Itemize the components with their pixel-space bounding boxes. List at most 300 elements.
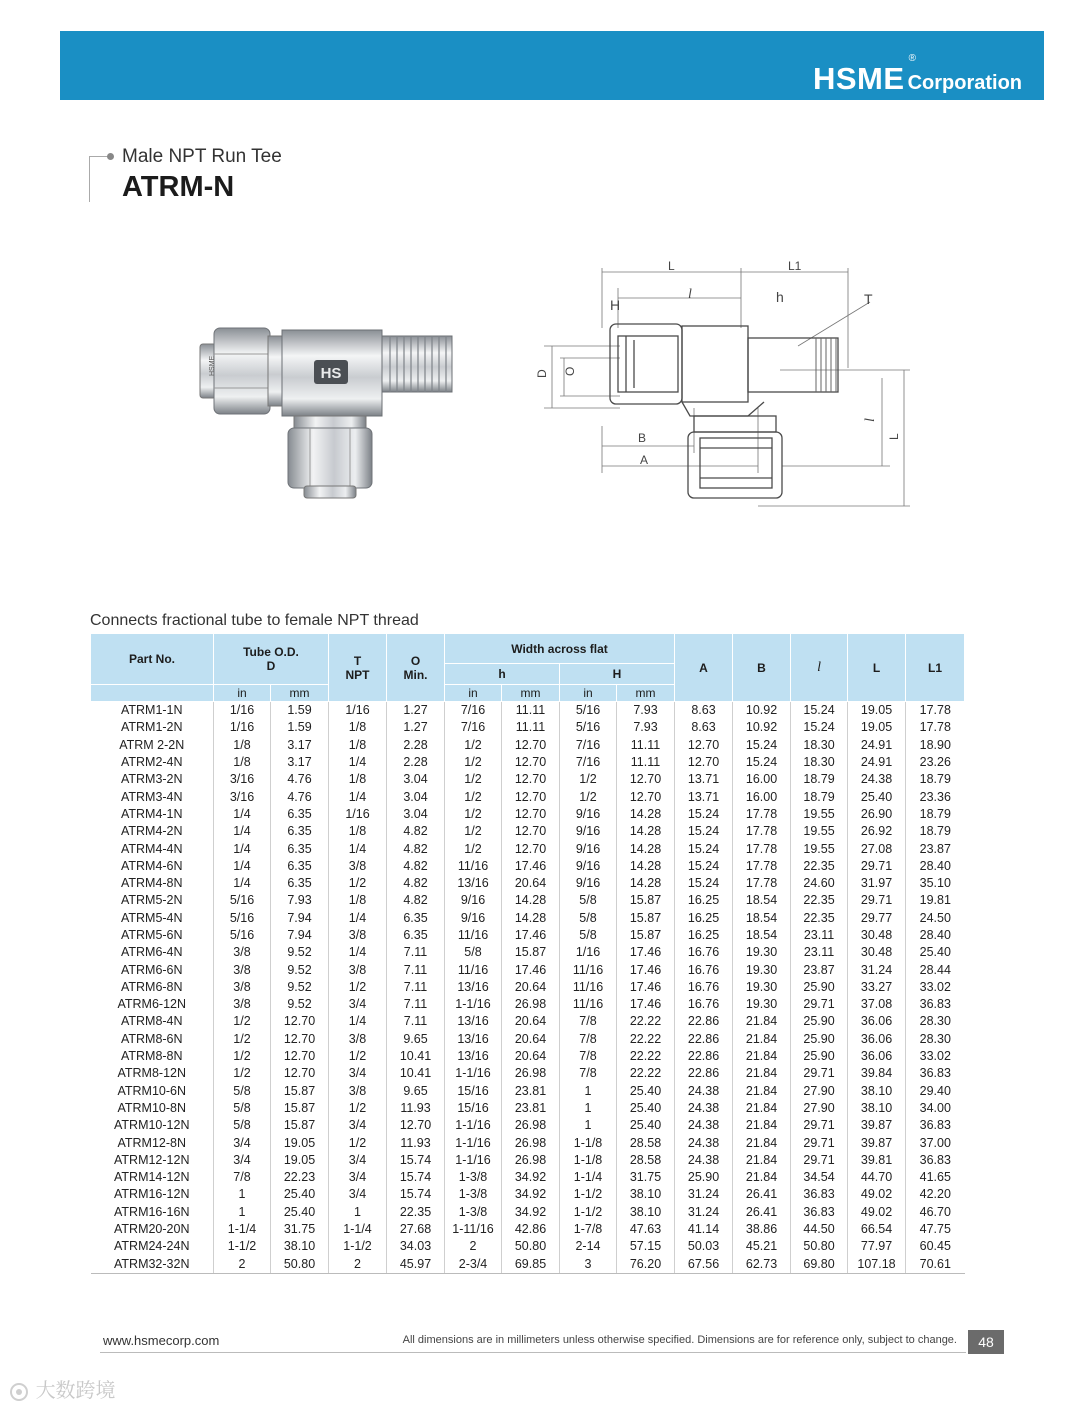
table-cell: 5/8 [560,892,617,909]
table-cell: 9/16 [560,858,617,875]
table-cell: 49.02 [848,1204,906,1221]
table-cell: 17.46 [502,961,560,978]
table-cell: 12.70 [271,1065,329,1082]
table-cell: 25.40 [617,1117,675,1134]
part-number-cell: ATRM6-6N [91,961,214,978]
table-cell: 9/16 [560,806,617,823]
table-cell: 36.83 [919,997,951,1012]
table-cell: 24.91 [848,737,906,754]
table-cell: 16.25 [675,892,733,909]
col-header-tube-od-label: Tube O.D. [243,645,299,659]
table-cell: 11.11 [502,702,560,720]
table-cell: 1-1/8 [560,1134,617,1151]
table-cell: 15.74 [387,1169,445,1186]
table-cell: 2 [445,1238,502,1255]
part-number-cell: ATRM4-2N [91,823,214,840]
watermark [8,1374,116,1403]
table-cell: 34.03 [387,1238,445,1255]
table-cell: 1/2 [445,737,502,754]
table-cell: 17.78 [733,858,791,875]
table-cell: 15.87 [271,1100,329,1117]
table-cell: 41.65 [919,1170,951,1185]
part-number-cell: ATRM5-4N [91,910,214,927]
table-cell: 30.48 [848,944,906,961]
table-cell: 19.30 [733,944,791,961]
table-cell: 19.81 [919,893,951,908]
table-cell: 17.46 [617,944,675,961]
table-row [91,1100,965,1117]
table-cell: 7/8 [214,1169,271,1186]
col-header-unit-mm: mm [617,685,675,702]
table-cell: 24.50 [919,910,951,925]
table-cell: 3/4 [329,1186,387,1203]
table-cell: 20.64 [502,979,560,996]
table-cell: 13.71 [675,788,733,805]
table-cell: 7.11 [387,1013,445,1030]
table-row [91,702,965,720]
table-cell: 16.25 [675,910,733,927]
table-cell: 14.28 [502,910,560,927]
dim-label-B: B [638,431,647,445]
title-bullet [107,153,114,160]
table-cell: 12.70 [502,840,560,857]
table-cell: 22.86 [675,1048,733,1065]
table-row [91,1117,965,1134]
table-cell: 29.71 [848,892,906,909]
table-cell: 50.80 [271,1256,329,1274]
table-cell: 31.75 [617,1169,675,1186]
table-cell: 22.35 [791,858,848,875]
table-cell: 3/8 [329,1083,387,1100]
table-cell: 11/16 [560,996,617,1013]
col-header-t-label: T [353,653,362,668]
table-cell: 1/2 [329,1134,387,1151]
table-cell: 10.92 [733,719,791,736]
col-header-t-sub: NPT [345,667,370,682]
table-cell: 20.64 [502,1013,560,1030]
table-row [91,771,965,788]
table-cell: 6.35 [271,823,329,840]
table-cell: 26.98 [502,1152,560,1169]
col-header-tube-od-sub: D [266,659,276,673]
table-cell: 5/16 [560,702,617,720]
table-cell: 1/4 [329,840,387,857]
table-cell: 1-1/4 [560,1169,617,1186]
table-cell: 1/4 [329,910,387,927]
table-cell: 15.87 [617,910,675,927]
table-cell: 17.46 [617,961,675,978]
table-cell: 5/8 [560,927,617,944]
col-header-unit-in: in [445,685,502,702]
table-cell: 7/16 [560,754,617,771]
table-cell: 3 [560,1256,617,1274]
table-cell: 36.06 [848,1031,906,1048]
table-row [91,719,965,736]
table-cell: 37.00 [919,1135,951,1150]
table-cell: 1.59 [271,719,329,736]
col-header-part-no: Part No. [91,634,214,685]
table-cell: 12.70 [271,1048,329,1065]
col-header-tube-od [214,634,329,685]
table-cell: 1-1/16 [445,1134,502,1151]
table-cell: 33.27 [848,979,906,996]
table-cell: 18.54 [733,892,791,909]
table-cell: 4.82 [387,875,445,892]
table-row [91,1256,965,1274]
table-cell: 38.10 [848,1083,906,1100]
table-cell: 42.86 [502,1221,560,1238]
table-cell: 44.70 [848,1169,906,1186]
table-cell: 18.90 [919,737,951,752]
table-cell: 1-1/2 [560,1204,617,1221]
table-cell: 7/16 [560,737,617,754]
table-cell: 5/16 [560,719,617,736]
table-cell: 14.28 [617,875,675,892]
table-row [91,1031,965,1048]
table-cell: 3/8 [329,927,387,944]
table-cell: 9/16 [560,823,617,840]
footer-divider [100,1352,966,1353]
part-number-cell: ATRM2-4N [91,754,214,771]
table-cell: 12.70 [502,771,560,788]
table-cell: 14.28 [617,806,675,823]
table-cell: 11.11 [617,754,675,771]
table-cell: 1/2 [329,979,387,996]
table-cell: 1/4 [214,823,271,840]
col-header-unit-in: in [214,685,271,702]
table-cell: 27.68 [387,1221,445,1238]
part-number-cell: ATRM1-1N [91,702,214,720]
technical-drawing [530,258,920,513]
table-cell: 11/16 [560,979,617,996]
table-cell: 39.84 [848,1065,906,1082]
table-cell: 1-1/2 [560,1186,617,1203]
table-cell: 60.45 [919,1239,951,1254]
dim-label-L: L [668,259,675,273]
table-cell: 16.00 [733,771,791,788]
table-cell: 1-1/2 [214,1238,271,1255]
table-cell: 24.38 [675,1152,733,1169]
part-number-cell: ATRM10-6N [91,1083,214,1100]
table-cell: 26.98 [502,1134,560,1151]
table-cell: 17.46 [617,979,675,996]
table-row [91,927,965,944]
col-header-unit-mm: mm [502,685,560,702]
table-cell: 1/8 [329,771,387,788]
table-cell: 7/8 [560,1031,617,1048]
table-cell: 1 [214,1204,271,1221]
table-cell: 23.87 [919,841,951,856]
table-cell: 9/16 [560,840,617,857]
table-cell: 8.63 [675,702,733,720]
table-cell: 29.71 [791,1134,848,1151]
footer-disclaimer: All dimensions are in millimeters unless otherwise specified. Dimensions are for reference only, subject to change. [402,1334,957,1346]
table-cell: 17.78 [733,806,791,823]
table-cell: 29.71 [848,858,906,875]
table-cell: 20.64 [502,1031,560,1048]
table-caption: Connects fractional tube to female NPT thread [90,612,419,629]
table-cell: 21.84 [733,1083,791,1100]
table-cell: 29.71 [791,1065,848,1082]
table-cell: 3/4 [329,1117,387,1134]
col-header-b: B [733,634,791,702]
col-header-a: A [675,634,733,702]
table-cell: 41.14 [675,1221,733,1238]
table-cell: 19.05 [848,702,906,720]
table-cell: 25.40 [848,788,906,805]
table-cell: 7.93 [617,702,675,720]
table-cell: 9/16 [560,875,617,892]
col-header-unit-in: in [560,685,617,702]
table-cell: 17.78 [919,703,951,718]
table-row [91,1013,965,1030]
table-cell: 10.41 [387,1065,445,1082]
footer-url[interactable]: www.hsmecorp.com [103,1333,220,1348]
table-cell: 19.55 [791,823,848,840]
table-cell: 1/16 [214,719,271,736]
table-cell: 36.83 [919,1066,951,1081]
part-number-cell: ATRM4-6N [91,858,214,875]
table-cell: 22.86 [675,1031,733,1048]
table-cell: 7.94 [271,910,329,927]
part-number-cell: ATRM8-12N [91,1065,214,1082]
table-cell: 15.24 [791,702,848,720]
table-cell: 22.86 [675,1065,733,1082]
table-cell: 24.38 [848,771,906,788]
table-cell: 2 [214,1256,271,1274]
table-cell: 11/16 [445,858,502,875]
table-cell: 1/4 [214,858,271,875]
table-cell: 28.44 [919,962,951,977]
table-cell: 25.90 [791,1013,848,1030]
table-cell: 1/8 [329,892,387,909]
table-cell: 16.76 [675,996,733,1013]
table-cell: 1 [560,1100,617,1117]
table-cell: 21.84 [733,1117,791,1134]
table-cell: 12.70 [502,806,560,823]
table-row [91,1204,965,1221]
table-cell: 1/16 [329,806,387,823]
table-cell: 12.70 [675,737,733,754]
table-cell: 17.78 [733,823,791,840]
table-row [91,823,965,840]
table-cell: 37.08 [848,996,906,1013]
table-cell: 1/2 [445,806,502,823]
table-cell: 3/8 [214,944,271,961]
part-number-cell: ATRM6-8N [91,979,214,996]
table-cell: 18.54 [733,910,791,927]
table-cell: 24.38 [675,1083,733,1100]
table-cell: 34.54 [791,1169,848,1186]
table-cell: 13/16 [445,875,502,892]
table-cell: 19.55 [791,840,848,857]
table-cell: 3/4 [329,1065,387,1082]
spec-table [90,633,965,1274]
table-cell: 2.28 [387,737,445,754]
col-header-h-small: h [445,664,560,685]
table-cell: 14.28 [502,892,560,909]
table-cell: 13/16 [445,1013,502,1030]
table-cell: 19.05 [271,1134,329,1151]
table-cell: 18.30 [791,754,848,771]
table-cell: 1.59 [271,702,329,720]
table-cell: 16.76 [675,979,733,996]
table-cell: 15.87 [617,892,675,909]
table-cell: 36.83 [919,1152,951,1167]
table-cell: 5/8 [214,1117,271,1134]
table-cell: 24.38 [675,1134,733,1151]
table-cell: 14.28 [617,858,675,875]
table-cell: 1-1/16 [445,1152,502,1169]
table-cell: 9/16 [445,892,502,909]
table-cell: 1/2 [214,1048,271,1065]
table-cell: 15.87 [271,1117,329,1134]
table-cell: 4.82 [387,858,445,875]
table-cell: 19.30 [733,979,791,996]
table-cell: 1/16 [560,944,617,961]
table-cell: 25.90 [791,979,848,996]
table-cell: 28.40 [919,858,951,873]
table-cell: 9.65 [387,1031,445,1048]
table-cell: 1/2 [214,1031,271,1048]
table-cell: 1.27 [387,719,445,736]
nut-engraving: HSME [209,355,216,376]
table-cell: 15.24 [675,858,733,875]
table-cell: 47.75 [919,1222,951,1237]
table-cell: 2 [329,1256,387,1274]
table-cell: 1-1/2 [329,1238,387,1255]
table-cell: 3/8 [329,961,387,978]
table-cell: 1/2 [329,875,387,892]
table-cell: 1-1/16 [445,996,502,1013]
table-cell: 23.81 [502,1100,560,1117]
table-cell: 38.10 [848,1100,906,1117]
table-cell: 22.22 [617,1065,675,1082]
part-number-cell: ATRM 2-2N [91,737,214,754]
dim-label-H: H [610,297,621,313]
table-row [91,1083,965,1100]
table-cell: 22.22 [617,1031,675,1048]
table-cell: 62.73 [733,1256,791,1274]
part-number-cell: ATRM16-16N [91,1204,214,1221]
table-cell: 28.30 [919,1031,951,1046]
table-cell: 15.24 [675,823,733,840]
table-cell: 38.10 [617,1186,675,1203]
table-cell: 1-3/8 [445,1169,502,1186]
table-cell: 1/4 [214,806,271,823]
table-cell: 107.18 [848,1256,906,1274]
table-cell: 39.81 [848,1152,906,1169]
table-cell: 50.80 [791,1238,848,1255]
part-number-cell: ATRM12-8N [91,1134,214,1151]
table-cell: 18.30 [791,737,848,754]
col-header-l-large: L [848,634,906,702]
table-cell: 28.58 [617,1134,675,1151]
col-header-o-label: O [410,653,421,668]
table-cell: 26.41 [733,1204,791,1221]
table-cell: 3/4 [329,1152,387,1169]
table-cell: 15.74 [387,1186,445,1203]
watermark-text: 大数跨境 [35,1380,116,1402]
table-cell: 25.40 [617,1083,675,1100]
table-cell: 1/8 [214,737,271,754]
table-cell: 1 [329,1204,387,1221]
table-cell: 21.84 [733,1152,791,1169]
table-cell: 2-3/4 [445,1256,502,1274]
table-cell: 26.98 [502,996,560,1013]
dim-label-T: T [864,291,873,307]
table-cell: 1/4 [329,788,387,805]
table-cell: 1 [560,1117,617,1134]
table-cell: 23.26 [919,755,951,770]
registered-mark: ® [908,53,916,64]
table-cell: 4.76 [271,788,329,805]
table-cell: 1/2 [445,771,502,788]
table-cell: 57.15 [617,1238,675,1255]
table-cell: 31.24 [848,961,906,978]
table-cell: 7.11 [387,996,445,1013]
table-cell: 1-1/16 [445,1117,502,1134]
table-cell: 1/2 [329,1048,387,1065]
table-row [91,858,965,875]
table-cell: 44.50 [791,1221,848,1238]
table-cell: 31.24 [675,1204,733,1221]
page-number: 48 [968,1330,1004,1354]
table-cell: 7/8 [560,1048,617,1065]
table-cell: 1-1/4 [214,1221,271,1238]
table-cell: 1-3/8 [445,1204,502,1221]
table-cell: 3/16 [214,771,271,788]
table-row [91,892,965,909]
dim-label-l-vertical: l [863,418,878,422]
table-cell: 1-7/8 [560,1221,617,1238]
table-cell: 1/4 [329,1013,387,1030]
table-cell: 7.11 [387,944,445,961]
table-cell: 49.02 [848,1186,906,1203]
table-cell: 18.79 [919,806,951,821]
table-cell: 25.40 [617,1100,675,1117]
dim-label-A: A [640,453,649,467]
table-cell: 9.52 [271,961,329,978]
table-cell: 5/16 [214,927,271,944]
table-cell: 10.41 [387,1048,445,1065]
table-cell: 3/8 [214,996,271,1013]
table-cell: 15.87 [271,1083,329,1100]
table-cell: 29.71 [791,1117,848,1134]
table-cell: 77.97 [848,1238,906,1255]
table-cell: 67.56 [675,1256,733,1274]
table-cell: 22.22 [617,1048,675,1065]
table-cell: 16.00 [733,788,791,805]
table-row [91,1134,965,1151]
table-cell: 22.35 [791,910,848,927]
table-cell: 24.91 [848,754,906,771]
table-cell: 6.35 [387,927,445,944]
table-cell: 21.84 [733,1065,791,1082]
table-cell: 7/8 [560,1065,617,1082]
product-title: ATRM-N [122,171,235,203]
table-cell: 1/8 [214,754,271,771]
table-cell: 46.70 [919,1204,951,1219]
table-cell: 30.48 [848,927,906,944]
table-cell: 18.79 [791,788,848,805]
table-cell: 11.11 [502,719,560,736]
table-cell: 26.92 [848,823,906,840]
part-number-cell: ATRM5-2N [91,892,214,909]
table-cell: 9.52 [271,996,329,1013]
table-cell: 28.40 [919,928,951,942]
table-cell: 1/2 [445,823,502,840]
